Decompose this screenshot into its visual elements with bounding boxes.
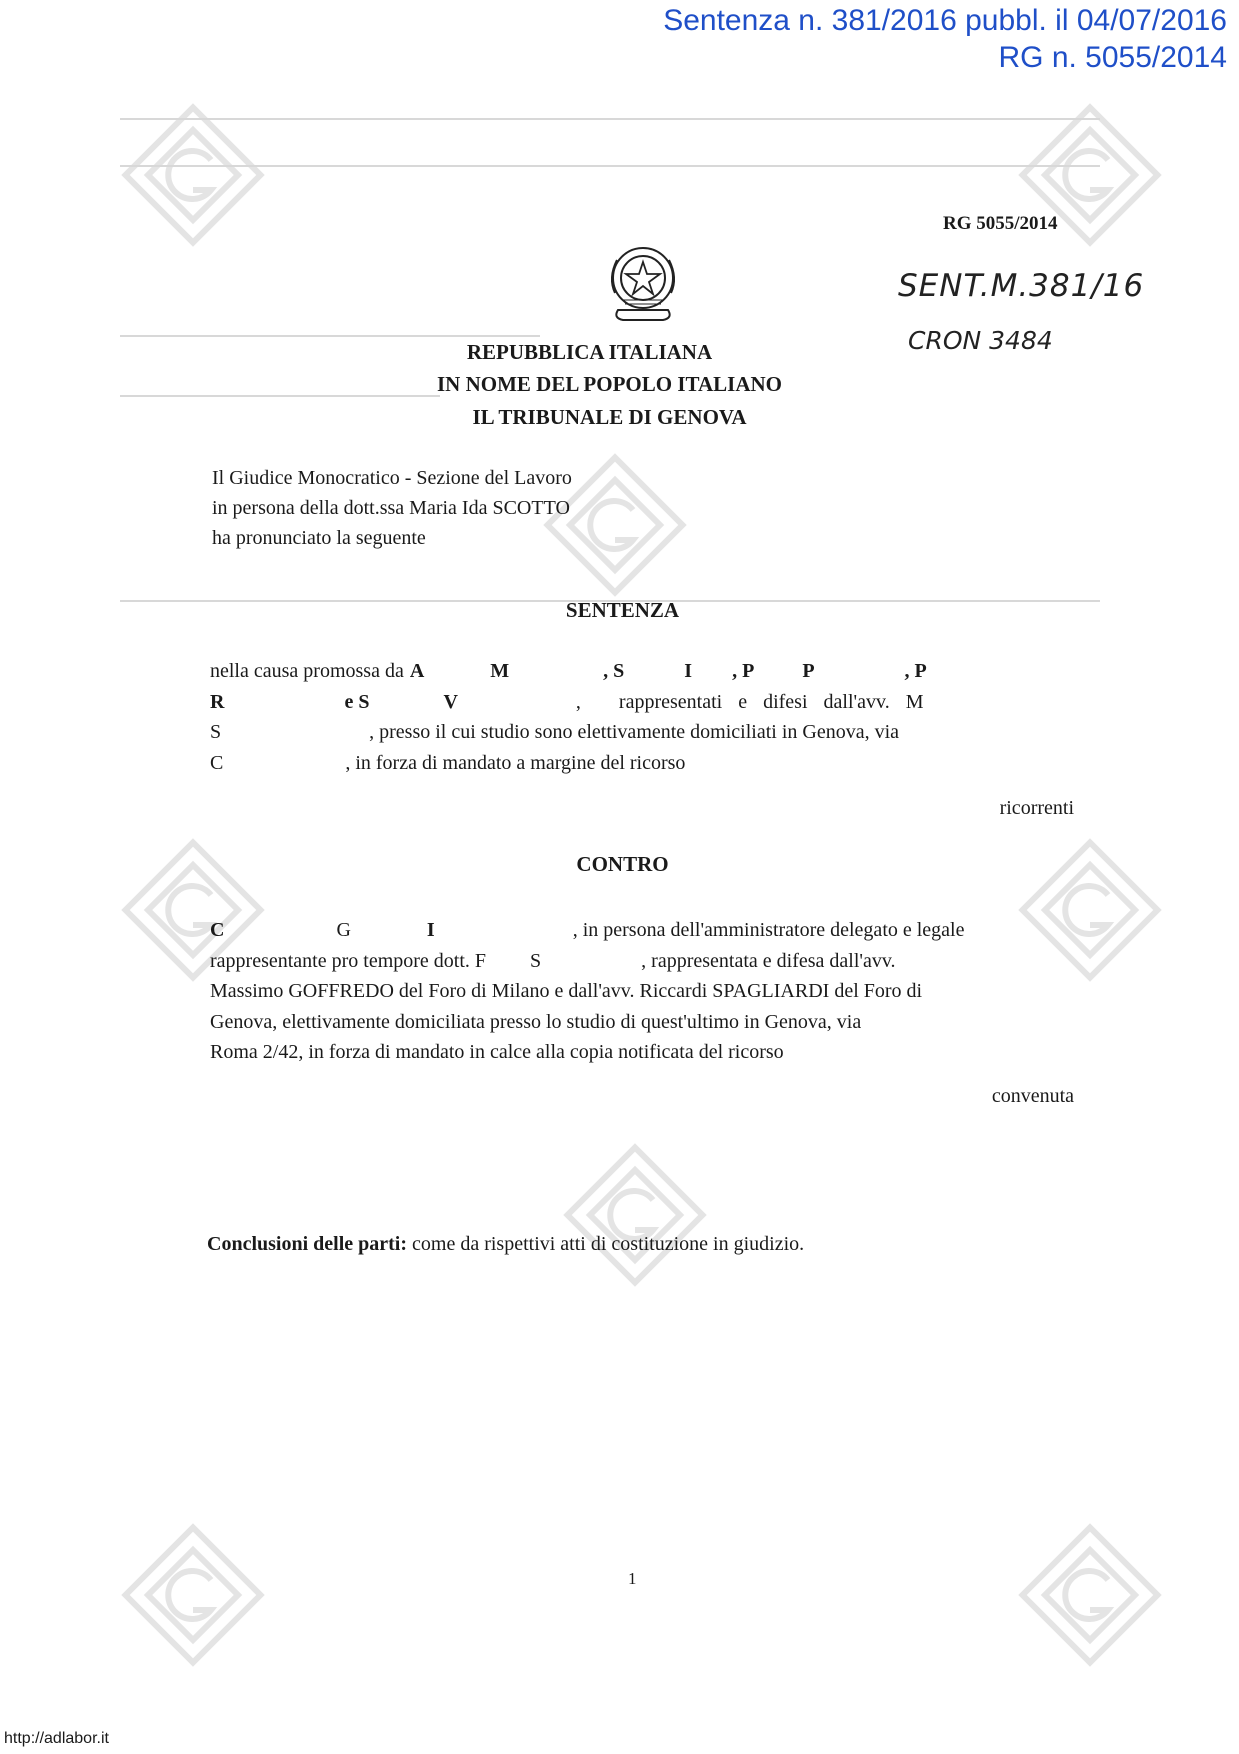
conclusioni-text: come da rispettivi atti di costituzione in giudizio. xyxy=(407,1233,805,1255)
redacted-initial: I xyxy=(684,660,693,682)
text-fragment: , in forza di mandato a margine del ricorso xyxy=(345,751,686,774)
header-people: IN NOME DEL POPOLO ITALIANO xyxy=(437,372,782,396)
text-fragment: rappresentati xyxy=(618,690,723,713)
rg-number: RG 5055/2014 xyxy=(943,213,1058,234)
conclusioni xyxy=(207,1233,804,1256)
redacted-initial: C xyxy=(210,919,225,941)
redacted-initial: , S xyxy=(603,660,625,682)
footer-url[interactable]: http://adlabor.it xyxy=(4,1730,109,1747)
redacted-initial: , P xyxy=(904,660,927,682)
text-fragment: dall'avv. xyxy=(823,690,890,713)
scan-noise xyxy=(120,118,1100,120)
redacted-initial: S xyxy=(530,949,542,972)
watermark-logo-icon xyxy=(118,1520,268,1670)
intro-line: Il Giudice Monocratico - Sezione del Lavoro xyxy=(212,467,572,489)
text-fragment: nella causa promossa da xyxy=(210,660,404,682)
ricorrenti-paragraph xyxy=(210,656,1075,778)
watermark-logo-icon xyxy=(560,1140,710,1290)
contro-title: CONTRO xyxy=(576,852,669,876)
paragraph-line xyxy=(210,656,1075,687)
watermark-logo-icon xyxy=(118,100,268,250)
convenuta-label: convenuta xyxy=(991,1085,1074,1107)
stamp-line-2: RG n. 5055/2014 xyxy=(998,41,1227,74)
text-fragment: rappresentante pro tempore dott. F xyxy=(210,949,487,972)
text-fragment: , in persona dell'amministratore delegato e legale xyxy=(572,919,965,941)
convenuta-paragraph xyxy=(210,915,1075,1068)
sentenza-title: SENTENZA xyxy=(565,598,680,622)
redacted-initial: , P xyxy=(732,660,755,682)
ricorrenti-label: ricorrenti xyxy=(999,797,1074,819)
scan-noise xyxy=(120,335,540,337)
paragraph-line xyxy=(210,946,1075,977)
header-court: IL TRIBUNALE DI GENOVA xyxy=(472,405,747,429)
intro-line: in persona della dott.ssa Maria Ida SCOTTO xyxy=(212,497,570,519)
redacted-initial: A xyxy=(409,660,425,682)
redacted-initial: V xyxy=(443,690,458,713)
text-fragment: , presso il cui studio sono elettivamente domiciliati in Genova, via xyxy=(369,721,900,743)
conclusioni-label: Conclusioni delle parti: xyxy=(207,1233,408,1255)
publication-stamp xyxy=(663,2,1227,76)
paragraph-line xyxy=(210,748,1075,779)
paragraph-line: Massimo GOFFREDO del Foro di Milano e dall'avv. Riccardi SPAGLIARDI del Foro di xyxy=(210,980,923,1002)
text-fragment: e xyxy=(738,690,748,713)
text-fragment: difesi xyxy=(763,690,808,713)
paragraph-line xyxy=(210,717,1075,748)
paragraph-line: Roma 2/42, in forza di mandato in calce alla copia notificata del ricorso xyxy=(210,1041,784,1063)
scan-noise xyxy=(120,165,1100,167)
header-republic: REPUBBLICA ITALIANA xyxy=(466,340,713,364)
redacted-initial: R xyxy=(210,690,225,713)
redacted-initial: M xyxy=(905,690,924,713)
redacted-initial: C xyxy=(210,751,224,774)
page-number: 1 xyxy=(628,1569,637,1588)
paragraph-line xyxy=(210,687,1075,718)
text-fragment: , rappresentata e difesa dall'avv. xyxy=(641,949,896,972)
text-fragment: , xyxy=(575,690,581,713)
redacted-initial: P xyxy=(802,660,815,682)
redacted-initial: e S xyxy=(344,690,370,713)
redacted-initial: S xyxy=(210,721,222,743)
italian-emblem-icon xyxy=(603,238,683,328)
intro-line: ha pronunciato la seguente xyxy=(212,527,426,549)
redacted-initial: G xyxy=(336,919,351,941)
paragraph-line xyxy=(210,915,1075,946)
handwritten-sentence-number: SENT.M.381/16 xyxy=(898,268,1145,304)
redacted-initial: M xyxy=(490,660,510,682)
stamp-line-1: Sentenza n. 381/2016 pubbl. il 04/07/2016 xyxy=(663,4,1227,37)
redacted-initial: I xyxy=(426,919,435,941)
judge-intro xyxy=(212,463,572,553)
handwritten-cron-number: CRON 3484 xyxy=(908,326,1053,355)
paragraph-line: Genova, elettivamente domiciliata presso lo studio di quest'ultimo in Genova, via xyxy=(210,1010,862,1033)
watermark-logo-icon xyxy=(1015,1520,1165,1670)
